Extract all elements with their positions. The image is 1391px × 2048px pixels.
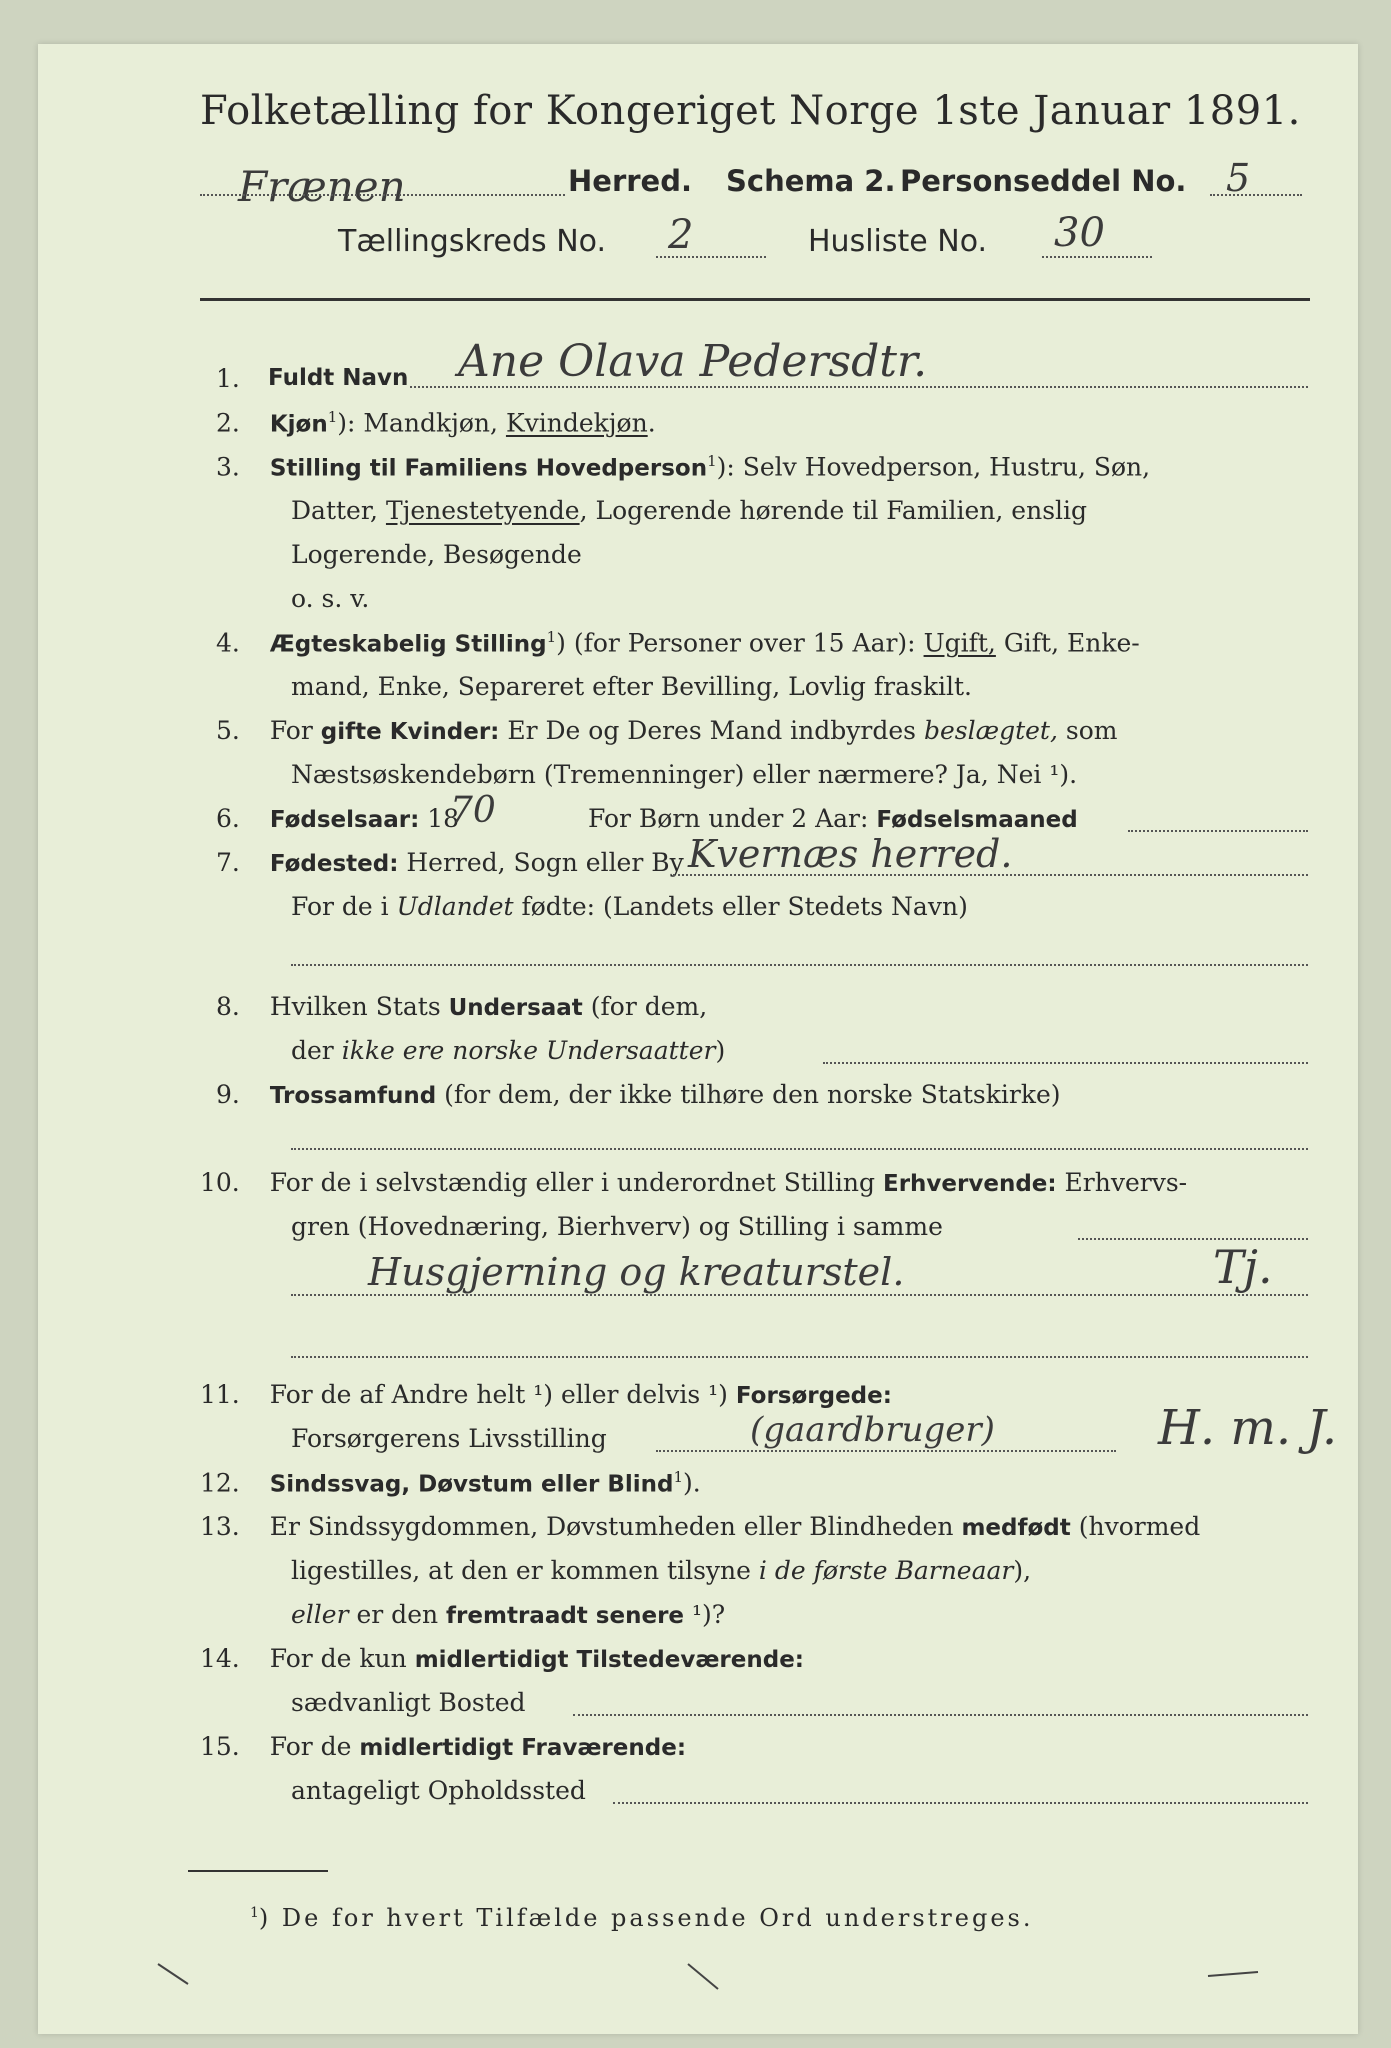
q14-line2: sædvanligt Bosted xyxy=(291,1688,526,1717)
q10-value: Husgjerning og kreaturstel. xyxy=(368,1250,905,1294)
q13-line2-a: ligestilles, at den er kommen tilsyne xyxy=(291,1556,759,1585)
q2-text-b: . xyxy=(647,408,656,438)
q5-text-c: som xyxy=(1057,716,1118,745)
pen-mark-left xyxy=(158,1964,188,1984)
q13-line3-b: ¹)? xyxy=(684,1600,726,1629)
q11-number: 11. xyxy=(200,1380,240,1409)
q3-line2-a: Datter, xyxy=(291,496,386,525)
q13-line2 xyxy=(291,1556,1031,1585)
q8-line2-italic: ikke ere norske Undersaatter xyxy=(341,1036,716,1065)
taellingskreds-dotline xyxy=(656,256,766,258)
q8-line2 xyxy=(291,1036,725,1065)
q6-prefix: 18 xyxy=(419,804,460,833)
schema-label: Schema 2. xyxy=(726,164,896,198)
q10-dotline xyxy=(1078,1238,1308,1240)
q7-dotline-2 xyxy=(291,964,1308,966)
q15-number: 15. xyxy=(200,1732,240,1761)
q7-line2 xyxy=(291,892,968,921)
q3-sup: 1 xyxy=(707,452,717,470)
footnote-rule xyxy=(188,1870,328,1872)
header-rule xyxy=(200,298,1310,301)
q14-dotline xyxy=(573,1714,1308,1716)
q3-line2-b: , Logerende hørende til Familien, enslig xyxy=(579,496,1088,525)
herred-label: Herred. xyxy=(568,164,692,198)
q3-label: Stilling til Familiens Hovedperson xyxy=(269,455,708,482)
q7-row xyxy=(216,848,684,877)
q10-label: Erhvervende: xyxy=(882,1171,1057,1197)
q7-label: Fødested: xyxy=(269,851,399,877)
q7-number: 7. xyxy=(216,848,240,877)
q3-line2 xyxy=(291,496,1087,525)
q5-italic: beslægtet, xyxy=(923,716,1058,745)
herred-value: Frænen xyxy=(238,162,406,211)
q15-text-a: For de xyxy=(269,1732,360,1761)
q4-label: Ægteskabelig Stilling xyxy=(269,631,547,658)
q2-text-a: ): Mandkjøn, xyxy=(337,408,506,438)
census-form xyxy=(38,44,1358,2034)
footnote xyxy=(250,1904,1033,1932)
q7-text: Herred, Sogn eller By xyxy=(398,848,684,877)
q1-value: Ane Olava Pedersdtr. xyxy=(458,336,928,387)
q4-line1-b: Gift, Enke- xyxy=(995,628,1140,658)
q8-text-a: Hvilken Stats xyxy=(269,992,449,1021)
q13-number: 13. xyxy=(200,1512,240,1541)
q13-text-b: (hvormed xyxy=(1070,1512,1201,1541)
q4-sup: 1 xyxy=(546,628,557,646)
q15-dotline xyxy=(613,1802,1308,1804)
q3-line3: Logerende, Besøgende xyxy=(291,540,582,569)
q11-value: (gaardbruger) xyxy=(750,1410,995,1450)
q10-number: 10. xyxy=(200,1168,240,1197)
pen-mark-right xyxy=(1208,1972,1258,1976)
q3-line2-underlined: Tjenestetyende xyxy=(385,496,580,525)
q10-text-b: Erhvervs- xyxy=(1056,1168,1188,1197)
q9-text: (for dem, der ikke tilhøre den norske Statskirke) xyxy=(436,1080,1061,1109)
q13-line3 xyxy=(291,1600,725,1629)
pen-mark-center xyxy=(688,1964,718,1989)
q12-number: 12. xyxy=(200,1468,240,1498)
footnote-sup: 1 xyxy=(250,1905,259,1921)
q3-row xyxy=(216,452,1150,481)
q5-text-b: Er De og Deres Mand indbyrdes xyxy=(499,716,924,745)
q9-number: 9. xyxy=(216,1080,240,1109)
q4-row xyxy=(216,628,1140,657)
q4-line2: mand, Enke, Separeret efter Bevilling, Lovlig fraskilt. xyxy=(291,672,972,701)
q10-dotline-2 xyxy=(291,1294,1308,1296)
q2-row xyxy=(216,408,656,437)
q6-dotline xyxy=(1128,830,1308,832)
q2-underlined: Kvindekjøn xyxy=(505,408,648,438)
q13-line2-italic: i de første Barneaar xyxy=(758,1556,1014,1585)
q8-row xyxy=(216,992,707,1021)
q13-label: medfødt xyxy=(961,1515,1071,1541)
q13-line2-b: ), xyxy=(1013,1556,1032,1585)
q10-row xyxy=(200,1168,1187,1197)
q14-row xyxy=(200,1644,804,1673)
q7-line2-a: For de i xyxy=(291,892,397,921)
q7-dotline xyxy=(673,874,1308,876)
q3-number: 3. xyxy=(216,452,240,482)
q8-line2-b: ) xyxy=(715,1036,726,1065)
q12-text: ). xyxy=(683,1468,701,1498)
q1-label: Fuldt Navn xyxy=(268,365,409,391)
q10-text-a: For de i selvstændig eller i underordnet Stilling xyxy=(269,1168,883,1197)
q8-text-b: (for dem, xyxy=(582,992,708,1021)
taellingskreds-label: Tællingskreds No. xyxy=(338,224,606,259)
personseddel-value: 5 xyxy=(1226,156,1251,200)
q5-line2: Næstsøskendebørn (Tremenninger) eller nærmere? Ja, Nei ¹). xyxy=(291,760,1078,789)
q10-line2: gren (Hovednæring, Bierhverv) og Stilling i samme xyxy=(291,1212,943,1241)
q9-row xyxy=(216,1080,1061,1109)
q7-line2-b: fødte: (Landets eller Stedets Navn) xyxy=(513,892,968,921)
q1-number: 1. xyxy=(216,364,240,393)
q6-label2: Fødselsmaaned xyxy=(876,807,1078,833)
q6-value: 70 xyxy=(450,790,496,831)
q8-label: Undersaat xyxy=(448,995,583,1021)
q9-dotline xyxy=(291,1148,1308,1150)
q6-text: For Børn under 2 Aar: xyxy=(588,804,877,833)
q5-number: 5. xyxy=(216,716,240,745)
q14-text-a: For de kun xyxy=(269,1644,415,1673)
personseddel-label: Personseddel No. xyxy=(900,164,1187,198)
q9-label: Trossamfund xyxy=(269,1083,437,1109)
q10-dotline-3 xyxy=(291,1356,1308,1358)
q8-line2-a: der xyxy=(291,1036,342,1065)
q2-sup: 1 xyxy=(327,408,338,426)
taellingskreds-value: 2 xyxy=(668,212,694,258)
q15-line2: antageligt Opholdssted xyxy=(291,1776,586,1805)
q11-margin-mark: H. m. J. xyxy=(1158,1400,1338,1456)
q5-row xyxy=(216,716,1117,745)
q11-text-a: For de af Andre helt ¹) eller delvis ¹) xyxy=(269,1380,736,1409)
q13-line3-a: er den xyxy=(348,1600,447,1629)
q10-margin-mark: Tj. xyxy=(1213,1240,1273,1294)
q1-dotline xyxy=(410,386,1308,388)
q6-label: Fødselsaar: xyxy=(269,807,420,833)
q3-line1-rest: ): Selv Hovedperson, Hustru, Søn, xyxy=(716,452,1151,482)
q3-line4: o. s. v. xyxy=(291,584,370,613)
q5-label: gifte Kvinder: xyxy=(320,719,500,745)
q12-row xyxy=(200,1468,701,1497)
personseddel-dotline xyxy=(1210,194,1302,196)
q13-line3-bold: fremtraadt senere xyxy=(446,1603,685,1629)
q12-sup: 1 xyxy=(673,1468,684,1486)
q14-label: midlertidigt Tilstedeværende: xyxy=(414,1647,805,1673)
q11-label: Forsørgede: xyxy=(735,1383,892,1409)
q6-row-b xyxy=(588,804,1078,833)
husliste-dotline xyxy=(1042,256,1152,258)
q12-label: Sindssvag, Døvstum eller Blind xyxy=(269,1471,674,1498)
footnote-text: ) De for hvert Tilfælde passende Ord understreges. xyxy=(258,1904,1034,1932)
q15-label: midlertidigt Fraværende: xyxy=(359,1735,687,1761)
q15-row xyxy=(200,1732,686,1761)
q7-value: Kvernæs herred. xyxy=(688,832,1013,876)
q8-number: 8. xyxy=(216,992,240,1021)
form-title: Folketælling for Kongeriget Norge 1ste Januar 1891. xyxy=(200,88,1301,134)
q11-row xyxy=(200,1380,892,1409)
q2-number: 2. xyxy=(216,408,240,438)
q5-text-a: For xyxy=(269,716,321,745)
q11-dotline xyxy=(656,1450,1116,1452)
q8-dotline xyxy=(823,1062,1308,1064)
q4-number: 4. xyxy=(216,628,240,658)
herred-dotline xyxy=(200,194,565,196)
pen-marks xyxy=(148,1954,1308,2014)
q14-number: 14. xyxy=(200,1644,240,1673)
q11-line2: Forsørgerens Livsstilling xyxy=(291,1424,607,1453)
husliste-value: 30 xyxy=(1054,210,1105,256)
q6-row xyxy=(216,804,459,833)
husliste-label: Husliste No. xyxy=(808,224,988,259)
q2-label: Kjøn xyxy=(269,411,328,438)
q13-text-a: Er Sindssygdommen, Døvstumheden eller Blindheden xyxy=(269,1512,962,1541)
q7-line2-italic: Udlandet xyxy=(396,892,514,921)
q6-number: 6. xyxy=(216,804,240,833)
q4-line1-underlined: Ugift, xyxy=(923,628,996,658)
q4-line1-a: ) (for Personer over 15 Aar): xyxy=(556,628,924,658)
q13-line3-italic: eller xyxy=(291,1600,349,1629)
q13-row xyxy=(200,1512,1200,1541)
